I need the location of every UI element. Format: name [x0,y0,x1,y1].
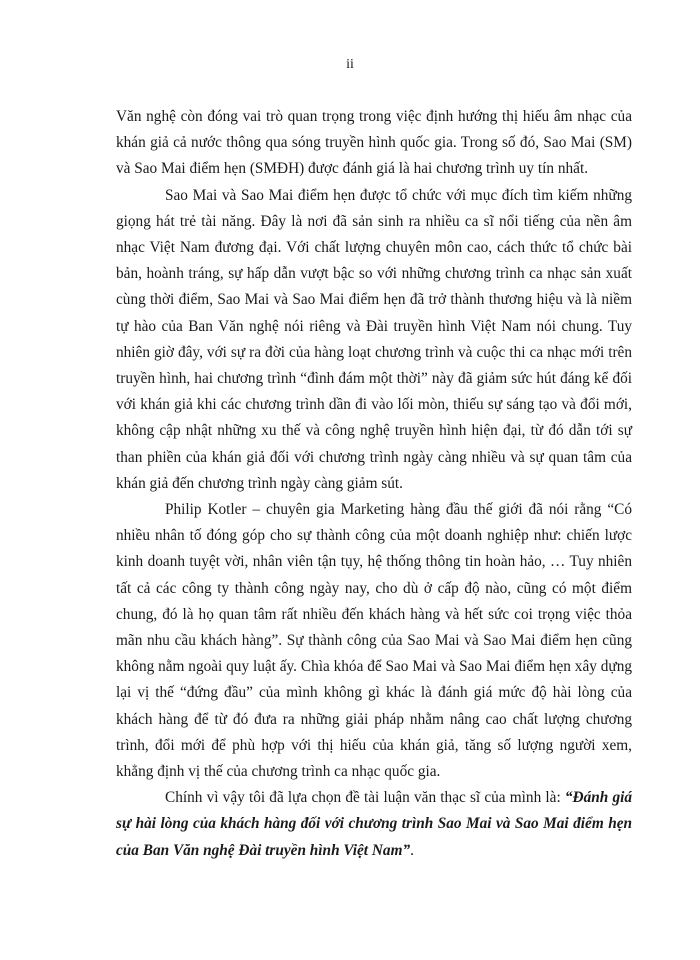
page-number: ii [346,57,354,72]
paragraph-4 [116,785,632,864]
paragraph-2: Sao Mai và Sao Mai điểm hẹn được tổ chức với mục đích tìm kiếm những giọng hát trẻ tài năng. Đây là nơi đã sản sinh ra nhiều ca sĩ nổi tiếng của nền âm nhạc Việt Nam đương đại. Với chất lượng chuyên môn cao, cách thức tổ chức bài bản, hoành tráng, sự hấp dẫn vượt bậc so với những chương trình ca nhạc sản xuất cùng thời điểm, Sao Mai và Sao Mai điểm hẹn đã trở thành thương hiệu và là niềm tự hào của Ban Văn nghệ nói riêng và Đài truyền hình Việt Nam nói chung. Tuy nhiên giờ đây, với sự ra đời của hàng loạt chương trình và cuộc thi ca nhạc mới trên truyền hình, hai chương trình “đình đám một thời” này đã giảm sức hút đáng kể đối với khán giả khi các chương trình dần đi vào lối mòn, thiếu sự sáng tạo và đổi mới, không cập nhật những xu thế và công nghệ truyền hình hiện đại, từ đó dẫn tới sự than phiền của khán giả đối với chương trình ngày càng nhiều và sự quan tâm của khán giả đến chương trình ngày càng giảm sút. [116,186,632,492]
paragraph-4-end: . [410,841,414,859]
paragraph-1: Văn nghệ còn đóng vai trò quan trọng trong việc định hướng thị hiếu âm nhạc của khán giả cả nước thông qua sóng truyền hình quốc gia. Trong số đó, Sao Mai (SM) và Sao Mai điểm hẹn (SMĐH) được đánh giá là hai chương trình uy tín nhất. [116,108,632,178]
thesis-title: “Đánh giá sự hài lòng của khách hàng đối với chương trình Sao Mai và Sao Mai điểm hẹn của Ban Văn nghệ Đài truyền hình Việt Nam” [116,789,633,859]
body-text [116,104,632,864]
paragraph-3: Philip Kotler – chuyên gia Marketing hàng đầu thế giới đã nói rằng “Có nhiều nhân tố đóng góp cho sự thành công của một doanh nghiệp như: chiến lược kinh doanh tuyệt vời, nhân viên tận tụy, hệ thống thông tin hoàn hảo, … Tuy nhiên tất cả các công ty thành công ngày nay, cho dù ở cấp độ nào, cũng có một điểm chung, đó là họ quan tâm rất nhiều đến khách hàng và hết sức coi trọng việc thỏa mãn nhu cầu khách hàng”. Sự thành công của Sao Mai và Sao Mai điểm hẹn cũng không nằm ngoài quy luật ấy. Chìa khóa để Sao Mai và Sao Mai điểm hẹn xây dựng lại vị thế “đứng đầu” của mình không gì khác là đánh giá mức độ hài lòng của khách hàng để từ đó đưa ra những giải pháp nhằm nâng cao chất lượng chương trình, đổi mới để phù hợp với thị hiếu của khán giả, tăng số lượng người xem, khẳng định vị thế của chương trình ca nhạc quốc gia. [116,501,632,781]
paragraph-4-intro: Chính vì vậy tôi đã lựa chọn đề tài luận văn thạc sĩ của mình là: [165,789,565,807]
